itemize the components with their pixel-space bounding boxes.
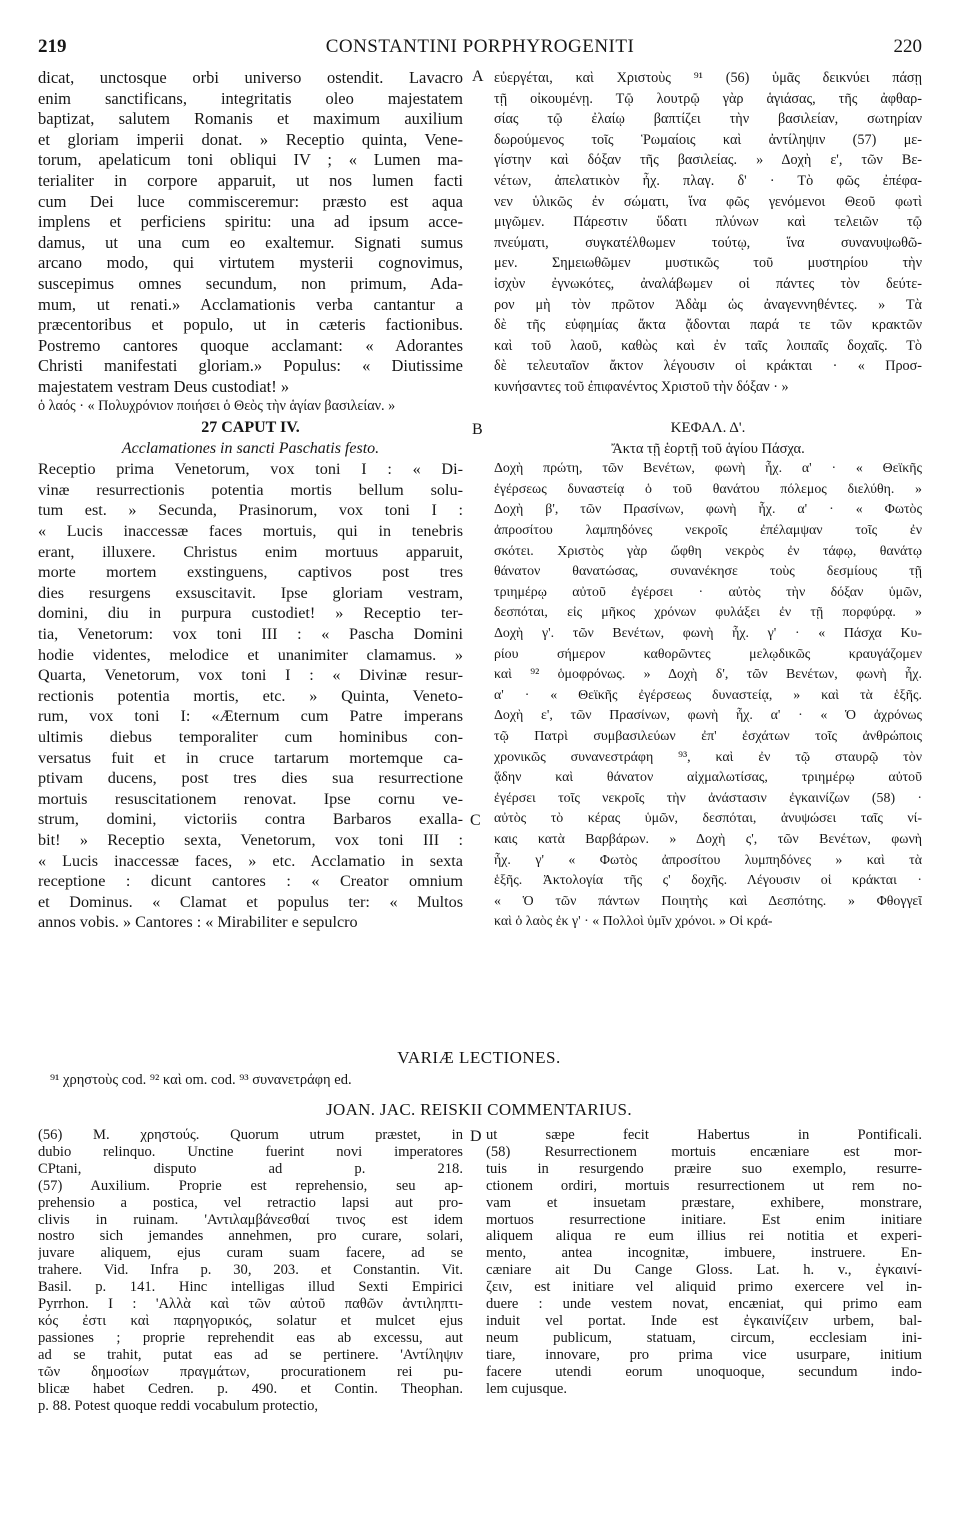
text-line: enim sanctificans, integritatis oleo majestatem bbox=[38, 88, 463, 108]
text-line: ἰσχὺν ἐγνωκότες, ἀναλάβωμεν οἱ πάντες τὸν δεύτε- bbox=[494, 275, 922, 292]
text-line: αὐτὸς τὸ κέρας ὑμῶν, δεσπόται, ἀνυψώσει ταῖς νί- bbox=[494, 811, 922, 827]
text-line: trahere. Vid. Infra p. 30, 203. et Constantin. Vit. bbox=[38, 1262, 463, 1279]
text-line: ptivam ducens, post tres dies sua resurrectione bbox=[38, 769, 463, 788]
text-line: ctionem ordiri, mortuis resurrectionem ut rem no- bbox=[486, 1177, 922, 1194]
text-line: καὶ τοῦ λαοῦ, καθὼς καὶ ἐν ταῖς λοιπαῖς δοχαῖς. Τὸ bbox=[494, 337, 922, 354]
text-line: Receptio prima Venetorum, vox toni I : « Di- bbox=[38, 460, 463, 479]
variae-lectiones-heading: VARIÆ LECTIONES. bbox=[397, 1048, 561, 1067]
text-line: facere utendi eorum unoquoque, secundum indo- bbox=[486, 1363, 922, 1380]
running-header bbox=[38, 36, 922, 62]
commentary-right-column bbox=[486, 1127, 922, 1398]
latin-chapter-subtitle: Acclamationes in sancti Paschatis festo. bbox=[121, 439, 380, 457]
text-line: ρον μὴ τὸν πρῶτον Ἀδὰμ ὡς ἀναγεννηθέντες. » Τὰ bbox=[494, 296, 922, 313]
text-line: ultimis diebus temporaliter cum hominibus con- bbox=[38, 728, 463, 746]
text-line: blicæ habet Cedren. p. 490. et Contin. Theophan. bbox=[38, 1380, 463, 1397]
text-line: τῶν δημοσίων πραγμάτων, procurationem rei pu- bbox=[38, 1363, 463, 1380]
text-line: καις κατὰ Βαρβάρων. » Δοχὴ ς', τῶν Βενέτων, φωνὴ bbox=[494, 831, 922, 847]
greek-chapter-heading: ΚΕΦΑΛ. Δ'. bbox=[670, 420, 746, 437]
text-line: tiare, innovare, pro prima vice usurpare, initium bbox=[486, 1346, 922, 1363]
text-line: mortuis resuscitationem renovat. Ipse cornu ve- bbox=[38, 789, 463, 808]
latin-top-text bbox=[38, 68, 463, 398]
text-line: et Dominus. « Clamat et populus ter: « Multos bbox=[38, 892, 463, 911]
text-line: ρίου σήμερον καθορῶντες μελῳδικῶς κραυγάζομεν bbox=[494, 646, 922, 662]
text-line: nostro sich jemandes annehmen, pro curare, solari, bbox=[38, 1228, 463, 1245]
text-line: νεν ὑλικῶς ἐν σώματι, ἵνα φῶς γενόμενοι Θεοῦ φωτὶ bbox=[494, 193, 922, 210]
text-line: neum publicum, statuam, circum, ecclesiam ini- bbox=[486, 1329, 922, 1346]
text-line: τριημέρῳ αὐτοῦ ἐγέρσει · αὐτὸς τὴν δόξαν ὑμῶν, bbox=[494, 584, 922, 600]
text-line: mum, ut renati.» Acclamationis verba cantantur a bbox=[38, 294, 463, 314]
text-line: (56) M. χρηστούς. Quorum utrum præstet, in bbox=[38, 1127, 463, 1143]
text-line: (57) Auxilium. Proprie est reprehensio, seu ap- bbox=[38, 1177, 463, 1194]
text-line: dubio relinquo. Unctine fuerint novi imperatores bbox=[38, 1143, 463, 1160]
text-line: implens et perficiens spiritu: una ad ipsum acce- bbox=[38, 212, 463, 232]
text-line: bit! » Receptio sexta, Venetorum, vox toni III : bbox=[38, 830, 463, 849]
text-line: Christi manifestati gloriam.» Populus: « Diutissime bbox=[38, 356, 463, 376]
text-line: p. 88. Potest quoque reddi vocabulum protectio, bbox=[38, 1397, 319, 1414]
text-line: aliquem aliqua re eum illius rei notitia et experi- bbox=[486, 1228, 922, 1245]
latin-bottom-text bbox=[38, 459, 463, 933]
text-line: et gloriam imperii donat. » Receptio quinta, Vene- bbox=[38, 129, 463, 149]
text-line: passiones ; proprie reprehendit eas ab excessu, aut bbox=[38, 1329, 463, 1346]
variae-lectiones-text: ⁹¹ χρηστοὺς cod. ⁹² καὶ om. cod. ⁹³ συνανετράφη ed. bbox=[50, 1072, 352, 1088]
text-line: Δοχὴ β', τῶν Πρασίνων, φωνὴ ἦχ. α' · « Φωτὸς bbox=[494, 502, 922, 518]
text-line: ut sæpe fecit Habertus in Pontificali. bbox=[486, 1127, 922, 1143]
text-line: rum, vox toni I: «Æternum cum Patre imperans bbox=[38, 707, 463, 726]
running-title: CONSTANTINI PORPHYROGENITI bbox=[325, 36, 635, 57]
latin-chapter-heading: 27 CAPUT IV. bbox=[201, 419, 300, 437]
text-line: cum Dei luce commisceremur: præsto est aqua bbox=[38, 191, 463, 211]
text-line: mortuos resurrectione initiare. Est enim initiare bbox=[486, 1211, 922, 1228]
text-line: κυνήσαντες τοῦ ἐπιφανέντος Χριστοῦ τὴν δόξαν · » bbox=[494, 378, 789, 395]
text-line: induit vel portat. Inde est ἐγκαινίζειν urbem, bal- bbox=[486, 1312, 922, 1329]
margin-marker-d: D bbox=[470, 1128, 482, 1145]
text-line: « Ὁ τῶν πάντων Ποιητὴς καὶ Δεσπότης. » Φθογγεῖ bbox=[494, 893, 922, 909]
text-line: « Lucis inaccessæ faces, » etc. Acclamatio in sexta bbox=[38, 851, 463, 870]
text-line: Δοχὴ πρώτη, τῶν Βενέτων, φωνὴ ἦχ. α' · « Θεϊκῆς bbox=[494, 461, 922, 477]
text-line: ἐγέρσει τοῖς νεκροῖς τὴν ἀνάστασιν ἐγκαινίζων (58) · bbox=[494, 790, 922, 806]
text-line: τῷ Πατρὶ συμβασιλεύων ἐπ' ἐσχάτων τοῖς ἀνθρώποις bbox=[494, 729, 922, 744]
text-line: Basil. p. 141. Hinc intelligas illud Sexti Empirici bbox=[38, 1279, 463, 1296]
text-line: πνεύματι, συγκατέλθωμεν τούτῳ, ἵνα συνανυψωθῶ- bbox=[494, 234, 922, 251]
margin-marker-b: B bbox=[472, 421, 483, 438]
text-line: dicat, unctosque orbi universo ostendit. Lavacro bbox=[38, 68, 463, 87]
text-line: torum, apelaticum toni obliqui IV ; « Lumen ma- bbox=[38, 150, 463, 170]
text-line: tia, Venetorum: vox toni III : « Pascha Domini bbox=[38, 625, 463, 644]
margin-marker-a: A bbox=[472, 68, 484, 85]
text-line: μεν. Σημειωθῶμεν μυστικῶς τοῦ μυστηρίου τὴν bbox=[494, 255, 922, 272]
text-line: juvare aliquem, ejus curam suam facere, ad se bbox=[38, 1245, 463, 1262]
text-line: vam et insuetam præstare, exhibere, monstrare, bbox=[486, 1194, 922, 1211]
text-line: vinæ resurrectionis potentia mortis bellum solu- bbox=[38, 480, 463, 499]
text-line: baptizat, salutem Romanis et maximum auxilium bbox=[38, 109, 463, 129]
text-line: erant, illuxere. Christus enim mortuus apparuit, bbox=[38, 542, 463, 561]
text-line: clivis in ruinam. 'Αντιλαμβάνεσθαί τινος est idem bbox=[38, 1211, 463, 1228]
text-line: κός ἐστι καὶ παρηγορικός, solatur et mulcet ejus bbox=[38, 1312, 463, 1329]
text-line: morte mortem exstinguens, captivos post tres bbox=[38, 563, 463, 582]
text-line: domini, diu in purpura custodiet! » Receptio ter- bbox=[38, 604, 463, 623]
text-line: δεσπόται, εἰς μῆκος χρόνων φυλάξει ἐν τῇ πορφύρᾳ. » bbox=[494, 605, 922, 621]
text-line: ἑξῆς. Ἀκτολογία τῆς ς' δοχῆς. Λέγουσιν οἱ κράκται · bbox=[494, 873, 922, 889]
text-line: lem cujusque. bbox=[486, 1380, 568, 1397]
text-line: tum est. » Secunda, Prasinorum, vox toni I : bbox=[38, 501, 463, 520]
text-line: dies resurgens exsuscitavit. Ipse gloriam vestram, bbox=[38, 583, 463, 602]
greek-chapter-subtitle: Ἄκτα τῇ ἑορτῇ τοῦ ἁγίου Πάσχα. bbox=[611, 440, 805, 457]
text-line: ἦχ. γ' « Φωτὸς ἀπροσίτου λυμπηδόνες » καὶ τὰ bbox=[494, 852, 922, 868]
text-line: ἐγέρσεως δυναστείᾳ ὁ τοῦ θανάτου πόλεμος διελύθη. » bbox=[494, 481, 922, 497]
left-page-number: 219 bbox=[38, 36, 67, 57]
text-line: cæniare ait Du Cange Gloss. Lat. h. v., ἐγκαινί- bbox=[486, 1262, 922, 1279]
text-line: (58) Resurrectionem mortuis encæniare est mor- bbox=[486, 1143, 922, 1160]
text-line: prehensio a postica, vel retractio lapsi aut pro- bbox=[38, 1194, 463, 1211]
text-line: suscepimus omnes secundum, non primum, Ada- bbox=[38, 273, 463, 293]
text-line: Pyrrhon. I : 'Αλλὰ καὶ τῶν αὐτοῦ παθῶν ἀντιληπτι- bbox=[38, 1296, 463, 1313]
greek-bottom-text bbox=[494, 459, 922, 933]
text-line: δὲ τελευταῖον ἄκτον λέγουσιν οἱ κράκται · « Προσ- bbox=[494, 358, 922, 375]
latin-column bbox=[38, 68, 463, 933]
people-acclamation-line: ὁ λαός · « Πολυχρόνιον ποιήσει ὁ Θεὸς τὴν ἁγίαν βασιλείαν. » bbox=[38, 398, 396, 414]
greek-top-text bbox=[494, 68, 922, 398]
text-line: Postremo cantores quoque acclamant: « Adorantes bbox=[38, 335, 463, 355]
text-line: strum, domini, victoriis contra Barbaros exalla- bbox=[38, 810, 463, 829]
text-line: ἀπροσίτου λαμπηδόνες νεκροῖς ἐπέλαμψαν τοῖς ἐν bbox=[494, 523, 922, 539]
text-line: εὐεργέται, καὶ Χριστοὺς ⁹¹ (56) ὑμᾶς δεικνύει πάσῃ bbox=[494, 70, 922, 86]
text-line: arcano modo, qui virtutem mysterii cognovimus, bbox=[38, 253, 463, 273]
right-page-number: 220 bbox=[893, 36, 922, 57]
text-line: ad se trahit, putat eas ad se pertinere. 'Αντίληψιν bbox=[38, 1346, 463, 1363]
text-line: CPtani, disputo ad p. 218. bbox=[38, 1160, 463, 1177]
text-line: mento, antea incognitæ, imbuere, instruere. En- bbox=[486, 1245, 922, 1262]
text-line: terialiter in corpore apparuit, ut nos lumen facti bbox=[38, 170, 463, 190]
text-line: Quarta, Venetorum, vox toni I : « Divinæ resur- bbox=[38, 666, 463, 685]
text-line: δὲ τῆς εὐφημίας ἄκτα ᾄδονται παρά τε τῶν κρακτῶν bbox=[494, 317, 922, 334]
text-line: ᾅδην καὶ θάνατον αἰχμαλωτίσας, τριημέρῳ αὐτοῦ bbox=[494, 770, 922, 786]
text-line: χρονικῶς συνανεστράφη ⁹³, καὶ ἐν τῷ σταυρῷ τὸν bbox=[494, 749, 922, 765]
text-line: tuis in resurgendo præire suo exemplo, resurre- bbox=[486, 1160, 922, 1177]
text-line: καὶ ⁹² ὁμοφρόνως. » Δοχὴ δ', τῶν Βενέτων, φωνὴ ἦχ. bbox=[494, 667, 922, 683]
text-line: θάνατον θανατώσας, συνανέκησε τοὺς δεσμίους τῇ bbox=[494, 564, 922, 580]
text-line: annos vobis. » Cantores : « Mirabiliter e sepulcro bbox=[38, 913, 358, 932]
text-line: hodie videntes, melodice et unanimiter clamamus. » bbox=[38, 645, 463, 664]
text-line: majestatem vestram Deus custodiat! » bbox=[38, 376, 290, 396]
text-line: δωρούμενος τοῖς Ῥωμαίοις καὶ ἀντίληψιν (57) με- bbox=[494, 131, 922, 148]
text-line: σκότει. Χριστὸς γὰρ ὤφθη νεκρὸς ἐν τάφῳ, θανάτῳ bbox=[494, 543, 922, 559]
text-line: damus, ut una cum eo exaltemur. Signati sumus bbox=[38, 232, 463, 252]
text-line: Δοχὴ γ'. τῶν Βενέτων, φωνὴ ἦχ. γ' · « Πάσχα Κυ- bbox=[494, 626, 922, 642]
text-line: γίστην καὶ δόξαν τῆς βασιλείας. » Δοχὴ ε', τῶν Βε- bbox=[494, 152, 922, 169]
greek-column bbox=[494, 68, 922, 933]
text-line: « Lucis inaccessæ faces mortuis, qui in tenebris bbox=[38, 522, 463, 541]
text-line: versatus fuit et in cruce tartarum mortemque ca- bbox=[38, 748, 463, 767]
text-line: νέτων, ἀπελατικὸν ἦχ. πλαγ. δ' · Τὸ φῶς ἐπέφα- bbox=[494, 172, 922, 189]
margin-marker-c: C bbox=[470, 812, 481, 829]
text-line: rectionis potentia mortis, etc. » Quinta, Veneto- bbox=[38, 686, 463, 705]
commentary-heading: JOAN. JAC. REISKII COMMENTARIUS. bbox=[326, 1100, 632, 1119]
text-line: τῇ οἰκουμένῃ. Τῷ λουτρῷ γὰρ ἁγιάσας, τῆς ἀφθαρ- bbox=[494, 90, 922, 107]
text-line: σίας τῷ ἐλαίῳ βαπτίζει τὴν βασιλείαν, σωτηρίαν bbox=[494, 111, 922, 128]
text-line: ζειν, est initiare vel aliquid primo exercere vel in- bbox=[486, 1279, 922, 1296]
text-line: α' · « Θεϊκῆς ἐγέρσεως δυναστείᾳ, » καὶ τὰ ἑξῆς. bbox=[494, 687, 922, 703]
text-line: Δοχὴ ε', τῶν Πρασίνων, φωνὴ ἦχ. α' · « Ὁ ἀχρόνως bbox=[494, 708, 922, 724]
text-line: præcentoribus et populo, ut in cæteris factionibus. bbox=[38, 315, 463, 335]
commentary-left-column bbox=[38, 1127, 463, 1414]
text-line: μιγῶμεν. Πάρεστιν ὕδατι πλύνων καὶ τελειῶν τῷ bbox=[494, 214, 922, 231]
text-line: καὶ ὁ λαὸς ἐκ γ' · « Πολλοὶ ὑμῖν χρόνοι. » Οἱ κρά- bbox=[494, 914, 773, 930]
text-line: receptione : dicunt cantores : « Creator omnium bbox=[38, 872, 463, 891]
text-line: duere : unde vestem novat, encæniat, qui primo eam bbox=[486, 1296, 922, 1313]
